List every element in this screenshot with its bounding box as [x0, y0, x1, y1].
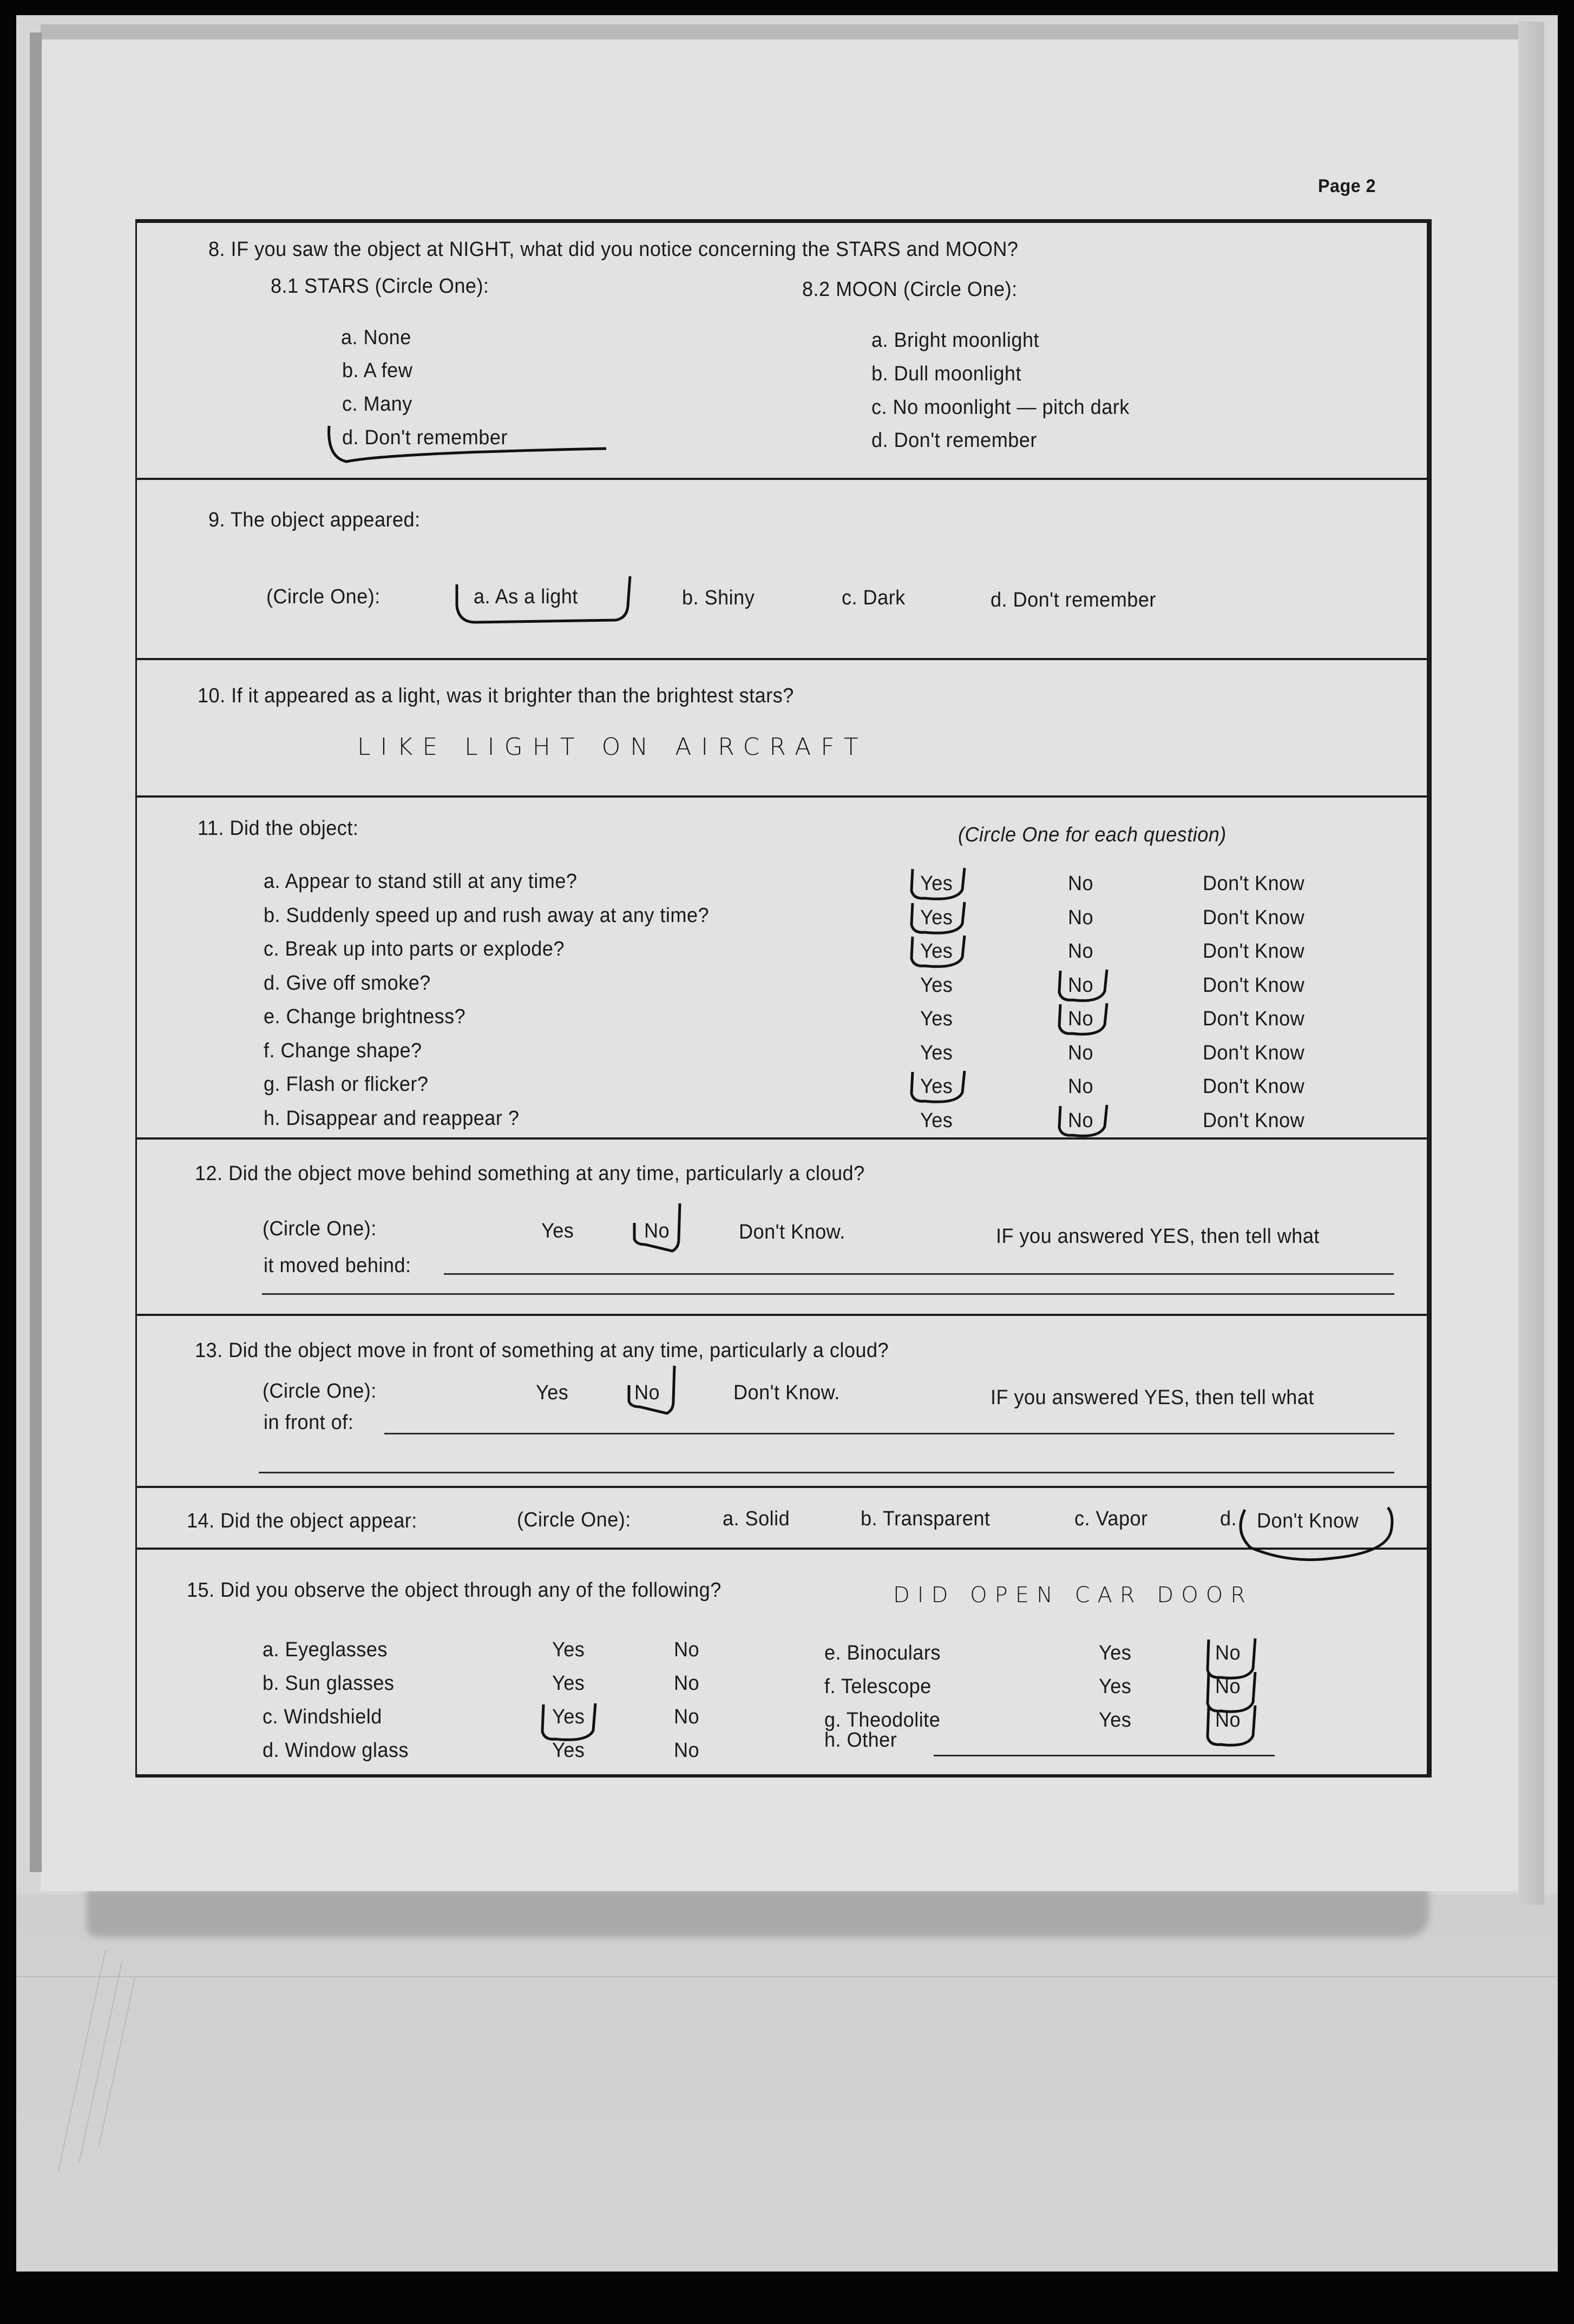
circle-one-instruction: (Circle One for each question): [958, 824, 1227, 846]
question-10-text: 10. If it appeared as a light, was it brighter than the brightest stars?: [198, 684, 794, 707]
q11-option-no[interactable]: No: [1068, 1008, 1094, 1030]
film-fold-line: [16, 1976, 1558, 1977]
moon-option[interactable]: c. No moonlight — pitch dark: [871, 396, 1130, 419]
q13-option-no-selected[interactable]: No: [634, 1381, 660, 1404]
circle-one-instruction: (Circle One):: [263, 1380, 377, 1403]
q15-option-no[interactable]: No: [1215, 1642, 1241, 1664]
answer-line[interactable]: [259, 1472, 1394, 1473]
q15-option-yes[interactable]: Yes: [1099, 1642, 1132, 1664]
q15-option-yes[interactable]: Yes: [552, 1706, 585, 1728]
q11-option-don-t-know[interactable]: Don't Know: [1203, 1075, 1305, 1098]
stars-option[interactable]: a. None: [341, 326, 411, 349]
moon-option[interactable]: b. Dull moonlight: [871, 363, 1021, 385]
section-divider: [135, 1486, 1432, 1488]
q9-option-selected[interactable]: a. As a light: [474, 585, 578, 608]
q11-item-label: d. Give off smoke?: [264, 972, 431, 995]
q11-option-don-t-know[interactable]: Don't Know: [1203, 940, 1305, 963]
stars-option[interactable]: b. A few: [342, 359, 413, 382]
q11-option-no[interactable]: No: [1068, 872, 1094, 895]
question-13-text: 13. Did the object move in front of something at any time, particularly a cloud?: [195, 1339, 889, 1362]
q11-option-don-t-know[interactable]: Don't Know: [1203, 906, 1305, 929]
selection-circle-mark: [1204, 1703, 1258, 1749]
q11-item-label: h. Disappear and reappear ?: [264, 1107, 520, 1130]
q11-option-don-t-know[interactable]: Don't Know: [1203, 1008, 1305, 1030]
q15-option-no[interactable]: No: [1215, 1709, 1241, 1732]
question-11-text: 11. Did the object:: [198, 817, 359, 840]
q9-option[interactable]: c. Dark: [842, 587, 906, 609]
q11-option-yes[interactable]: Yes: [920, 906, 953, 929]
selection-circle-mark: [629, 1201, 688, 1255]
film-lower-area: [16, 1894, 1558, 2272]
section-divider: [135, 1137, 1432, 1140]
selection-circle-mark: [539, 1701, 599, 1743]
q13-followup-label: in front of:: [264, 1411, 354, 1434]
q12-followup: IF you answered YES, then tell what: [996, 1225, 1320, 1248]
q11-item-label: a. Appear to stand still at any time?: [264, 870, 578, 893]
q15-item-label: c. Windshield: [263, 1706, 382, 1728]
q15-option-yes[interactable]: Yes: [1099, 1675, 1132, 1698]
q11-option-yes[interactable]: Yes: [920, 940, 953, 963]
section-divider: [135, 795, 1432, 798]
section-divider: [135, 478, 1432, 480]
q11-option-no[interactable]: No: [1068, 1109, 1094, 1132]
sheet-shadow: [87, 1888, 1429, 1937]
selection-circle-mark: [908, 1069, 968, 1105]
moon-option[interactable]: a. Bright moonlight: [871, 329, 1040, 352]
q11-option-no[interactable]: No: [1068, 906, 1094, 929]
selection-circle-mark: [624, 1364, 683, 1418]
q15-item-label: b. Sun glasses: [263, 1672, 395, 1695]
q11-option-don-t-know[interactable]: Don't Know: [1203, 872, 1305, 895]
q9-option[interactable]: d. Don't remember: [991, 589, 1156, 611]
q15-item-label: a. Eyeglasses: [263, 1638, 388, 1661]
circle-one-instruction: (Circle One):: [517, 1509, 631, 1531]
q15-item-label: g. Theodolite: [824, 1709, 941, 1732]
q14-option[interactable]: b. Transparent: [861, 1507, 991, 1530]
q14-option[interactable]: a. Solid: [723, 1507, 790, 1530]
q11-option-no[interactable]: No: [1068, 1075, 1094, 1098]
q11-item-label: b. Suddenly speed up and rush away at any time?: [264, 904, 710, 927]
answer-line[interactable]: [444, 1273, 1394, 1275]
q12-followup-label: it moved behind:: [264, 1254, 411, 1277]
q11-option-don-t-know[interactable]: Don't Know: [1203, 1042, 1305, 1064]
question-9-text: 9. The object appeared:: [208, 509, 421, 531]
q13-followup: IF you answered YES, then tell what: [991, 1386, 1314, 1409]
stars-option[interactable]: c. Many: [342, 393, 412, 416]
q14-option-letter[interactable]: d.: [1220, 1507, 1237, 1530]
selection-circle-mark: [908, 900, 968, 937]
q11-option-yes[interactable]: Yes: [920, 974, 953, 997]
q15-other-label: h. Other: [824, 1729, 897, 1752]
question-14-text: 14. Did the object appear:: [187, 1510, 417, 1532]
sheet-edge: [41, 24, 1518, 39]
q13-option-dont-know[interactable]: Don't Know.: [733, 1381, 840, 1404]
question-15-text: 15. Did you observe the object through any of the following?: [187, 1579, 722, 1602]
q11-option-no[interactable]: No: [1068, 1042, 1094, 1064]
sheet-edge: [1518, 22, 1544, 1905]
q11-item-label: e. Change brightness?: [264, 1005, 466, 1028]
q12-option-dont-know[interactable]: Don't Know.: [739, 1221, 845, 1243]
q15-option-yes[interactable]: Yes: [552, 1739, 585, 1762]
q11-item-label: g. Flash or flicker?: [264, 1073, 429, 1096]
q11-option-don-t-know[interactable]: Don't Know: [1203, 974, 1305, 997]
question-8-text: 8. IF you saw the object at NIGHT, what did you notice concerning the STARS and MOON?: [208, 238, 1019, 261]
q15-option-no[interactable]: No: [674, 1739, 700, 1762]
q15-item-label: f. Telescope: [824, 1675, 932, 1698]
q12-option-yes[interactable]: Yes: [541, 1220, 574, 1242]
q14-option[interactable]: c. Vapor: [1074, 1507, 1148, 1530]
other-answer-line[interactable]: [934, 1755, 1275, 1756]
question-12-text: 12. Did the object move behind something at any time, particularly a cloud?: [195, 1162, 865, 1185]
page-number: Page 2: [1318, 176, 1376, 196]
q11-item-label: f. Change shape?: [264, 1039, 422, 1062]
q11-option-yes[interactable]: Yes: [920, 1042, 953, 1064]
q11-option-yes[interactable]: Yes: [920, 872, 953, 895]
q15-item-label: e. Binoculars: [824, 1642, 941, 1664]
q11-item-label: c. Break up into parts or explode?: [264, 938, 565, 960]
q11-option-yes[interactable]: Yes: [920, 1075, 953, 1098]
answer-line[interactable]: [262, 1293, 1394, 1295]
q15-option-no[interactable]: No: [674, 1706, 700, 1728]
selection-underline-mark: [325, 425, 612, 468]
selection-circle-mark: [1234, 1504, 1402, 1569]
q11-option-yes[interactable]: Yes: [920, 1109, 953, 1132]
q11-option-don-t-know[interactable]: Don't Know: [1203, 1109, 1305, 1132]
q15-item-label: d. Window glass: [263, 1739, 409, 1762]
moon-heading: 8.2 MOON (Circle One):: [802, 278, 1018, 301]
q15-option-yes[interactable]: Yes: [552, 1672, 585, 1695]
q14-option-selected[interactable]: Don't Know: [1257, 1510, 1359, 1532]
selection-circle-mark: [1056, 1103, 1110, 1140]
q9-option[interactable]: b. Shiny: [682, 587, 755, 609]
q13-option-yes[interactable]: Yes: [536, 1381, 569, 1404]
circle-one-instruction: (Circle One):: [266, 585, 381, 608]
q11-option-yes[interactable]: Yes: [920, 1008, 953, 1030]
stars-option-selected[interactable]: d. Don't remember: [342, 426, 508, 449]
q11-option-no[interactable]: No: [1068, 940, 1094, 963]
q15-option-no[interactable]: No: [1215, 1675, 1241, 1698]
selection-circle-mark: [454, 574, 638, 628]
sheet-edge: [30, 32, 42, 1872]
q15-option-yes[interactable]: Yes: [552, 1638, 585, 1661]
selection-circle-mark: [1056, 967, 1110, 1004]
answer-line[interactable]: [384, 1433, 1394, 1434]
q12-option-no-selected[interactable]: No: [644, 1220, 670, 1242]
handwritten-answer: LIKE LIGHT ON AIRCRAFT: [357, 733, 868, 761]
q11-option-no[interactable]: No: [1068, 974, 1094, 997]
selection-circle-mark: [1056, 1001, 1110, 1038]
section-divider: [135, 1314, 1432, 1316]
section-divider: [135, 658, 1432, 660]
q15-option-no[interactable]: No: [674, 1672, 700, 1695]
selection-circle-mark: [908, 933, 968, 970]
moon-option[interactable]: d. Don't remember: [871, 429, 1037, 452]
selection-circle-mark: [908, 866, 968, 903]
q15-option-no[interactable]: No: [674, 1638, 700, 1661]
circle-one-instruction: (Circle One):: [263, 1217, 377, 1240]
stars-heading: 8.1 STARS (Circle One):: [271, 275, 489, 298]
handwritten-note: DID OPEN CAR DOOR: [893, 1583, 1253, 1608]
q15-option-yes[interactable]: Yes: [1099, 1709, 1132, 1732]
